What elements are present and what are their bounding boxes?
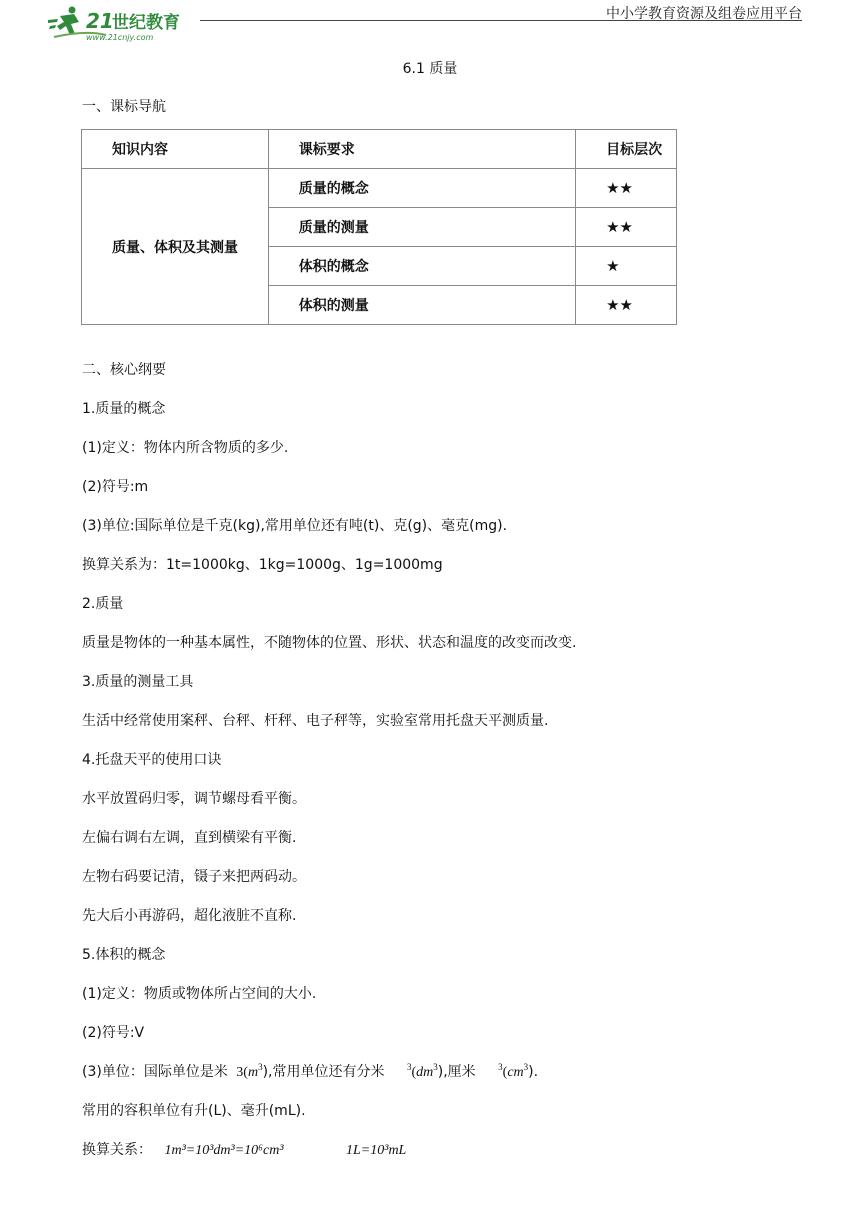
- text-line: (2)符号:V: [82, 1025, 145, 1041]
- platform-name: 中小学教育资源及组卷应用平台: [606, 6, 802, 22]
- text-line: 1.质量的概念: [82, 401, 166, 417]
- table-header-cell: 目标层次: [576, 130, 677, 169]
- table-cell-level: ★★: [576, 169, 677, 208]
- header-divider: [200, 20, 802, 21]
- table-group-cell: 质量、体积及其测量: [82, 169, 269, 325]
- table-cell-level: ★★: [576, 286, 677, 325]
- conversion-expr-2: 1L=10³mL: [346, 1143, 407, 1158]
- text-line: 4.托盘天平的使用口诀: [82, 752, 222, 768]
- curriculum-table: [81, 129, 677, 325]
- text-line: 3.质量的测量工具: [82, 674, 194, 690]
- text-line: 5.体积的概念: [82, 947, 166, 963]
- logo-url: www.21cnjy.com: [86, 33, 154, 42]
- conversion-line: [82, 1139, 406, 1159]
- text-line: 左物右码要记清，镊子来把两码动。: [82, 869, 306, 885]
- volume-unit-line: (3)单位：国际单位是米 $3(m^3)$,常用单位还有分米 $^3(dm^3)$,厘米 $^3(cm^3)$.: [82, 1062, 539, 1080]
- text-line: 质量是物体的一种基本属性，不随物体的位置、形状、状态和温度的改变而改变.: [82, 635, 577, 651]
- table-header-row: [82, 130, 677, 169]
- table-cell-requirement: 质量的概念: [268, 169, 575, 208]
- text-line: 左偏右调右左调，直到横梁有平衡.: [82, 830, 297, 846]
- conversion-expr-1: 1m³=10³dm³=10⁶cm³: [164, 1143, 284, 1158]
- table-cell-level: ★★: [576, 208, 677, 247]
- text-line: (1)定义：物体内所含物质的多少.: [82, 440, 289, 456]
- text-line: 水平放置码归零，调节螺母看平衡。: [82, 791, 306, 807]
- logo-text: 世纪教育: [112, 13, 180, 33]
- site-logo: [46, 4, 216, 44]
- table-cell-requirement: 体积的测量: [268, 286, 575, 325]
- section-heading-core: 二、核心纲要: [82, 362, 166, 378]
- svg-text:21: 21: [86, 9, 114, 33]
- table-header-cell: 知识内容: [82, 130, 269, 169]
- text-line: 先大后小再游码，超化液脏不直称.: [82, 908, 297, 924]
- table-row: [82, 169, 677, 208]
- text-line: (2)符号:m: [82, 479, 149, 495]
- text-line: 换算关系为：1t=1000kg、1kg=1000g、1g=1000mg: [82, 557, 443, 573]
- text-line: (3)单位:国际单位是千克(kg),常用单位还有吨(t)、克(g)、毫克(mg).: [82, 518, 508, 534]
- table-cell-requirement: 体积的概念: [268, 247, 575, 286]
- table-header-cell: 课标要求: [268, 130, 575, 169]
- text-line: (1)定义：物质或物体所占空间的大小.: [82, 986, 317, 1002]
- text-line: 2.质量: [82, 596, 124, 612]
- section-heading-nav: 一、课标导航: [82, 99, 166, 115]
- table-cell-level: ★: [576, 247, 677, 286]
- text-line: 生活中经常使用案秤、台秤、杆秤、电子秤等，实验室常用托盘天平测质量.: [82, 713, 549, 729]
- page-title: 6.1 质量: [402, 61, 458, 77]
- conversion-label: 换算关系：: [82, 1142, 152, 1158]
- table-cell-requirement: 质量的测量: [268, 208, 575, 247]
- text-line: 常用的容积单位有升(L)、毫升(mL).: [82, 1103, 306, 1119]
